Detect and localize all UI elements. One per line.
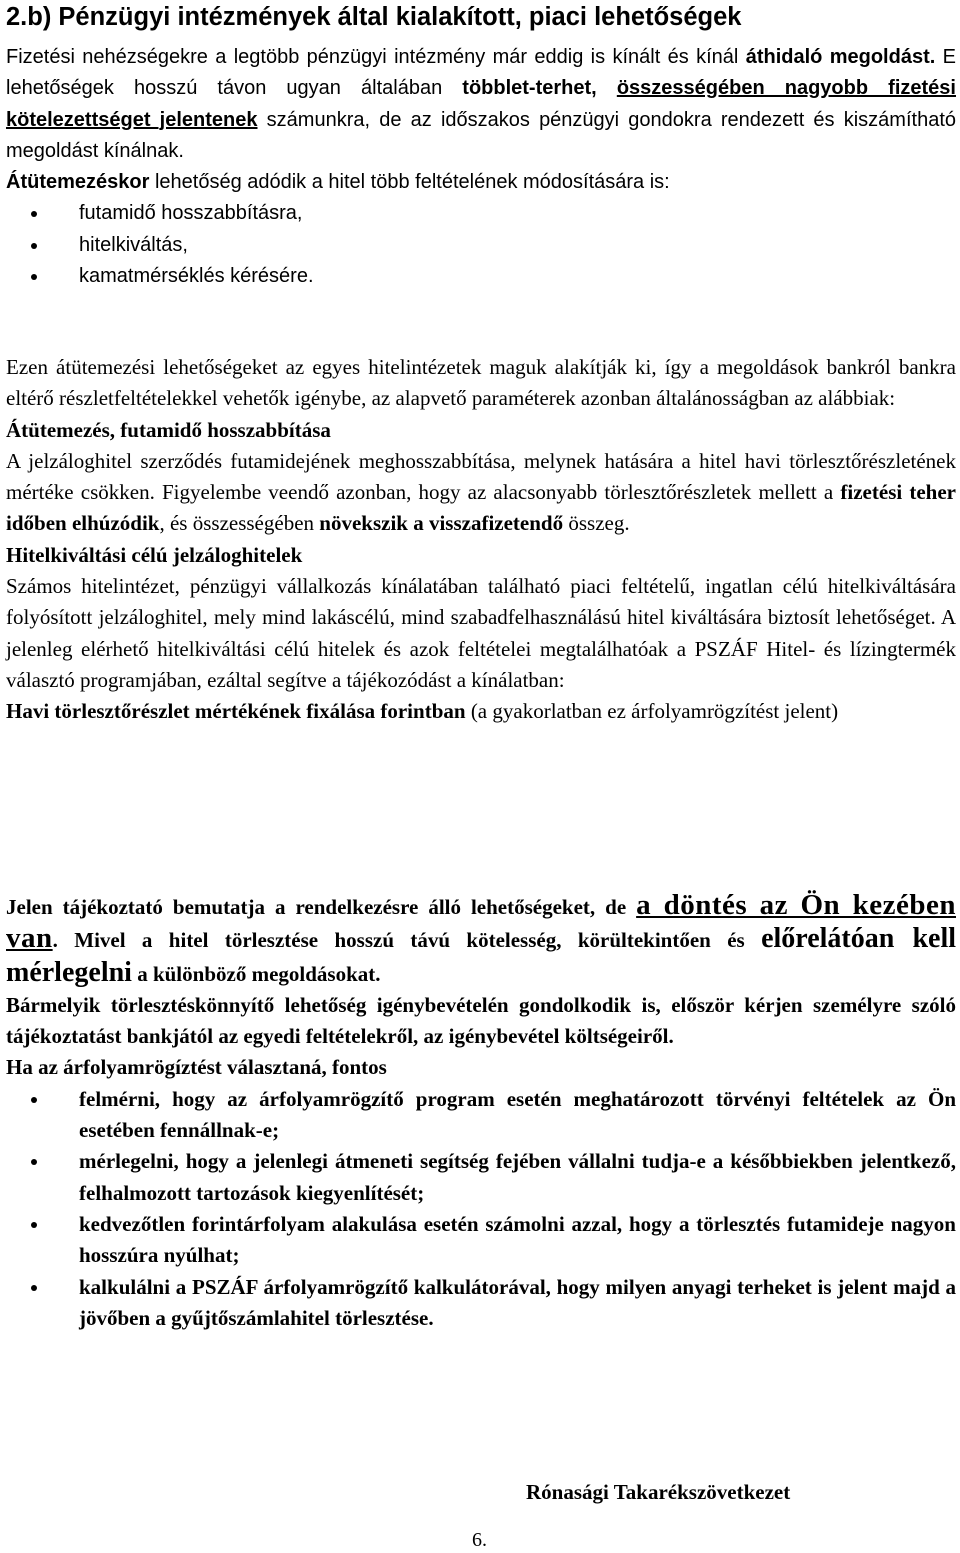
intro-bullet-list — [6, 198, 956, 292]
list-item: hitelkiváltás, — [6, 230, 956, 261]
body-paragraph-3: Számos hitelintézet, pénzügyi vállalkozás kínálatában található piaci feltételű, ingatlan célú hitelkiváltására folyósított jelzáloghitel, mely mind lakáscélú, mind szabadfelhasználású hitel kiváltására biztosít lehetőséget. A jelenleg elérhető hitelkiváltási célú hitelek és azok feltételei megtalálhatóak a PSZÁF Hitel- és lízingtermék választó programjában, ezáltal segítve a tájékozódást a kínálatban: — [6, 574, 956, 692]
p4-text-a: Havi törlesztőrészlet mértékének fixálása forintban — [6, 699, 466, 724]
p2-text-b: fizetési teher időben elhúzódik — [6, 480, 956, 536]
closing-text-2: a döntés az Ön kezében van — [6, 889, 956, 955]
closing-bullet-list — [6, 1084, 956, 1334]
subheading-refinancing: Hitelkiváltási célú jelzáloghitelek — [6, 542, 303, 567]
subheading-reschedule: Átütemezés, futamidő hosszabbítása — [6, 417, 331, 442]
intro-text-6: számunkra, de az — [257, 108, 432, 131]
closing-text-4: előrelátóan kell mérlegelni — [6, 923, 957, 988]
closing-section — [6, 890, 956, 1334]
signature: Rónasági Takarékszövetkezet — [526, 1480, 791, 1504]
body-paragraph-4 — [6, 696, 956, 727]
intro-text-9: lehetőség adódik a hitel több feltételének módosítására is: — [149, 171, 670, 194]
list-item: futamidő hosszabbításra, — [6, 198, 956, 229]
closing-text-1: Jelen tájékoztató bemutatja a rendelkezésre álló lehetőségeket, de — [6, 895, 637, 919]
list-item: mérlegelni, hogy a jelenlegi átmeneti segítség fejében vállalni tudja-e a későbbiekben jelentkező, felhalmozott tartozások kiegyenlítését; — [6, 1146, 956, 1209]
p2-text-d: növekszik a visszafizetendő — [319, 511, 564, 536]
body-paragraph-1: Ezen átütemezési lehetőségeket az egyes hitelintézetek maguk alakítják ki, így a megoldások bankról bankra eltérő részletfeltételekkel vehetők igénybe, az alapvető paraméterek azonban általánosságban az alábbiak: — [6, 355, 956, 411]
intro-text-4: többlet-terhet, — [462, 77, 597, 100]
intro-text-7: időszakos pénzügyi gondokra rendezett és kiszámítható megoldást kínálnak. — [6, 108, 956, 162]
closing-text-3: . Mivel a hitel törlesztése hosszú távú kötelesség, körültekintően és — [52, 928, 762, 953]
p2-text-c: , és összességében — [159, 511, 320, 536]
intro-text-2: áthidaló megoldást. — [745, 46, 936, 68]
closing-paragraph-1 — [6, 890, 956, 990]
closing-paragraph-3: Ha az árfolyamrögíztést választaná, fontos — [6, 1055, 387, 1080]
intro-paragraph — [6, 42, 956, 292]
intro-text-1: Fizetési nehézségekre a legtöbb pénzügyi intézmény már eddig is kínált és kínál — [6, 46, 739, 68]
body-section — [6, 352, 956, 728]
closing-text-5: a különböző megoldásokat. — [131, 961, 381, 986]
intro-text-3: E lehetőségek hosszú távon ugyan általában — [6, 46, 957, 100]
p4-text-b: (a gyakorlatban ez árfolyamrögzítést jelent) — [465, 699, 839, 724]
page-number: 6. — [472, 1529, 487, 1551]
list-item: kamatmérséklés kérésére. — [6, 261, 956, 292]
section-title: 2.b) Pénzügyi intézmények által kialakított, piaci lehetőségek — [6, 3, 742, 31]
list-item: felmérni, hogy az árfolyamrögzítő program esetén meghatározott törvényi feltételek az Ön esetében fennállnak-e; — [6, 1084, 956, 1147]
p2-text-a: A jelzáloghitel szerződés futamidejének meghosszabbítása, melynek hatására a hitel havi törlesztőrészletének mértéke csökken. Figyelembe veendő azonban, hogy az alacsonyabb törlesztőrészletek mellett a — [6, 448, 956, 505]
list-item: kedvezőtlen forintárfolyam alakulása esetén számolni azzal, hogy a törlesztés futamideje nagyon hosszúra nyúlhat; — [6, 1209, 956, 1272]
intro-text-8: Átütemezéskor — [6, 171, 150, 194]
closing-paragraph-2: Bármelyik törlesztéskönnyítő lehetőség igénybevételén gondolkodik is, először kérjen személyre szóló tájékoztatást bankjától az egyedi feltételekről, az igénybevétel költségeiről. — [6, 992, 956, 1049]
p2-text-e: összeg. — [563, 511, 630, 536]
body-paragraph-2 — [6, 446, 956, 540]
list-item: kalkulálni a PSZÁF árfolyamrögzítő kalkulátorával, hogy milyen anyagi terheket is jelent majd a jövőben a gyűjtőszámlahitel törlesztése. — [6, 1272, 956, 1335]
intro-text-5: összességében nagyobb fizetési kötelezettséget jelentenek — [6, 77, 956, 131]
